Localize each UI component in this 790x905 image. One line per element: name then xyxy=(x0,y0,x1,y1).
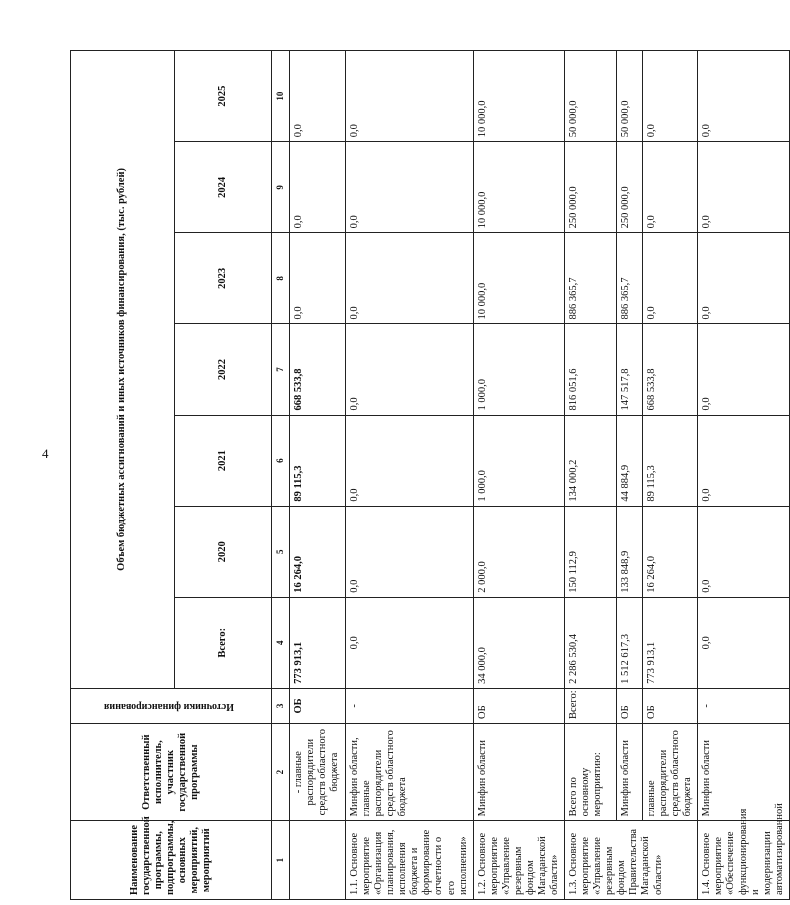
row-value-2020: 133 848,9 xyxy=(617,506,643,597)
header-year: 2021 xyxy=(175,415,272,506)
row-value-2022: 1 000,0 xyxy=(473,324,564,415)
row-executor: - главные распорядители средств областного бюджета xyxy=(290,724,346,821)
header-group: Объем бюджетных ассигнований и иных источников финансирования, (тыс. рублей) xyxy=(71,51,175,689)
financing-table xyxy=(70,50,790,900)
row-value-2022: 816 051,6 xyxy=(565,324,617,415)
row-value-2021: 44 884,9 xyxy=(617,415,643,506)
row-value-2024: 0,0 xyxy=(290,142,346,233)
row-value-2023: 886 365,7 xyxy=(565,233,617,324)
row-executor: Всего по основному мероприятию: xyxy=(565,724,617,821)
column-number: 7 xyxy=(272,324,290,415)
row-value-2022: 147 517,8 xyxy=(617,324,643,415)
row-value-2024: 10 000,0 xyxy=(473,142,564,233)
row-value-2022: 0,0 xyxy=(346,324,474,415)
row-value-2023: 886 365,7 xyxy=(617,233,643,324)
table-row xyxy=(565,51,617,900)
row-source: Всего: xyxy=(565,688,617,723)
column-number: 4 xyxy=(272,597,290,688)
row-total: 0,0 xyxy=(698,597,789,688)
row-value-2020: 150 112,9 xyxy=(565,506,617,597)
column-number: 5 xyxy=(272,506,290,597)
row-source: ОБ xyxy=(617,688,643,723)
row-value-2025: 50 000,0 xyxy=(617,51,643,142)
header-source xyxy=(71,688,272,723)
row-value-2024: 0,0 xyxy=(643,142,698,233)
column-number: 2 xyxy=(272,724,290,821)
row-source: - xyxy=(698,688,789,723)
header-year: 2023 xyxy=(175,233,272,324)
header-year: Всего: xyxy=(175,597,272,688)
row-value-2024: 0,0 xyxy=(698,142,789,233)
row-value-2021: 89 115,3 xyxy=(643,415,698,506)
row-value-2023: 0,0 xyxy=(290,233,346,324)
row-total: 0,0 xyxy=(346,597,474,688)
header-executor: Ответственный исполнитель, участник государственной программы xyxy=(71,724,272,821)
header-name: Наименование государственной программы, подпрограммы, основных мероприятий, мероприятий xyxy=(71,821,272,900)
row-value-2020: 0,0 xyxy=(698,506,789,597)
column-number: 10 xyxy=(272,51,290,142)
row-value-2020: 16 264,0 xyxy=(290,506,346,597)
row-name xyxy=(290,821,346,900)
column-number: 9 xyxy=(272,142,290,233)
rotated-table-container xyxy=(70,50,785,900)
row-value-2025: 0,0 xyxy=(346,51,474,142)
row-name: 1.1. Основное мероприятие «Организация планирования, исполнения бюджета и формирование отчетности о его исполнении» xyxy=(346,821,474,900)
header-source-text: Источники финансирования xyxy=(103,700,234,712)
header-year: 2020 xyxy=(175,506,272,597)
row-value-2021: 0,0 xyxy=(346,415,474,506)
row-value-2021: 134 000,2 xyxy=(565,415,617,506)
row-source: ОБ xyxy=(290,688,346,723)
header-year: 2022 xyxy=(175,324,272,415)
row-executor: Минфин области, главные распорядители средств областного бюджета xyxy=(346,724,474,821)
row-value-2020: 16 264,0 xyxy=(643,506,698,597)
table-row xyxy=(698,51,789,900)
row-value-2021: 1 000,0 xyxy=(473,415,564,506)
column-number: 6 xyxy=(272,415,290,506)
row-name: 1.3. Основное мероприятие «Управление резервным фондом Правительства Магаданской области» xyxy=(565,821,698,900)
row-value-2022: 0,0 xyxy=(698,324,789,415)
table-row xyxy=(346,51,474,900)
row-total: 1 512 617,3 xyxy=(617,597,643,688)
row-total: 34 000,0 xyxy=(473,597,564,688)
row-value-2021: 89 115,3 xyxy=(290,415,346,506)
row-value-2024: 0,0 xyxy=(346,142,474,233)
row-value-2025: 0,0 xyxy=(643,51,698,142)
row-value-2025: 0,0 xyxy=(290,51,346,142)
row-executor: Минфин области xyxy=(617,724,643,821)
row-value-2023: 0,0 xyxy=(643,233,698,324)
row-value-2024: 250 000,0 xyxy=(617,142,643,233)
row-value-2023: 10 000,0 xyxy=(473,233,564,324)
row-value-2022: 668 533,8 xyxy=(643,324,698,415)
row-total: 773 913,1 xyxy=(643,597,698,688)
row-total: 2 286 530,4 xyxy=(565,597,617,688)
table-row xyxy=(617,51,643,900)
column-number: 3 xyxy=(272,688,290,723)
table-row xyxy=(290,51,346,900)
row-value-2025: 50 000,0 xyxy=(565,51,617,142)
row-value-2020: 0,0 xyxy=(346,506,474,597)
row-executor: Минфин области xyxy=(698,724,789,821)
row-total: 773 913,1 xyxy=(290,597,346,688)
row-source: ОБ xyxy=(473,688,564,723)
row-value-2021: 0,0 xyxy=(698,415,789,506)
row-value-2025: 10 000,0 xyxy=(473,51,564,142)
column-number: 1 xyxy=(272,821,290,900)
header-year: 2024 xyxy=(175,142,272,233)
row-value-2025: 0,0 xyxy=(698,51,789,142)
table-row xyxy=(643,51,698,900)
row-name: 1.2. Основное мероприятие «Управление резервным фондом Магаданской области» xyxy=(473,821,564,900)
header-year: 2025 xyxy=(175,51,272,142)
table-row xyxy=(473,51,564,900)
row-value-2023: 0,0 xyxy=(346,233,474,324)
row-value-2024: 250 000,0 xyxy=(565,142,617,233)
row-source: ОБ xyxy=(643,688,698,723)
row-executor: Минфин области xyxy=(473,724,564,821)
page-number: 4 xyxy=(42,446,49,461)
row-value-2023: 0,0 xyxy=(698,233,789,324)
column-number: 8 xyxy=(272,233,290,324)
row-name: 1.4. Основное мероприятие «Обеспечение функционирования и модернизации автоматизированной xyxy=(698,821,789,900)
row-source: - xyxy=(346,688,474,723)
row-value-2022: 668 533,8 xyxy=(290,324,346,415)
row-executor: главные распорядители средств областного бюджета xyxy=(643,724,698,821)
row-value-2020: 2 000,0 xyxy=(473,506,564,597)
